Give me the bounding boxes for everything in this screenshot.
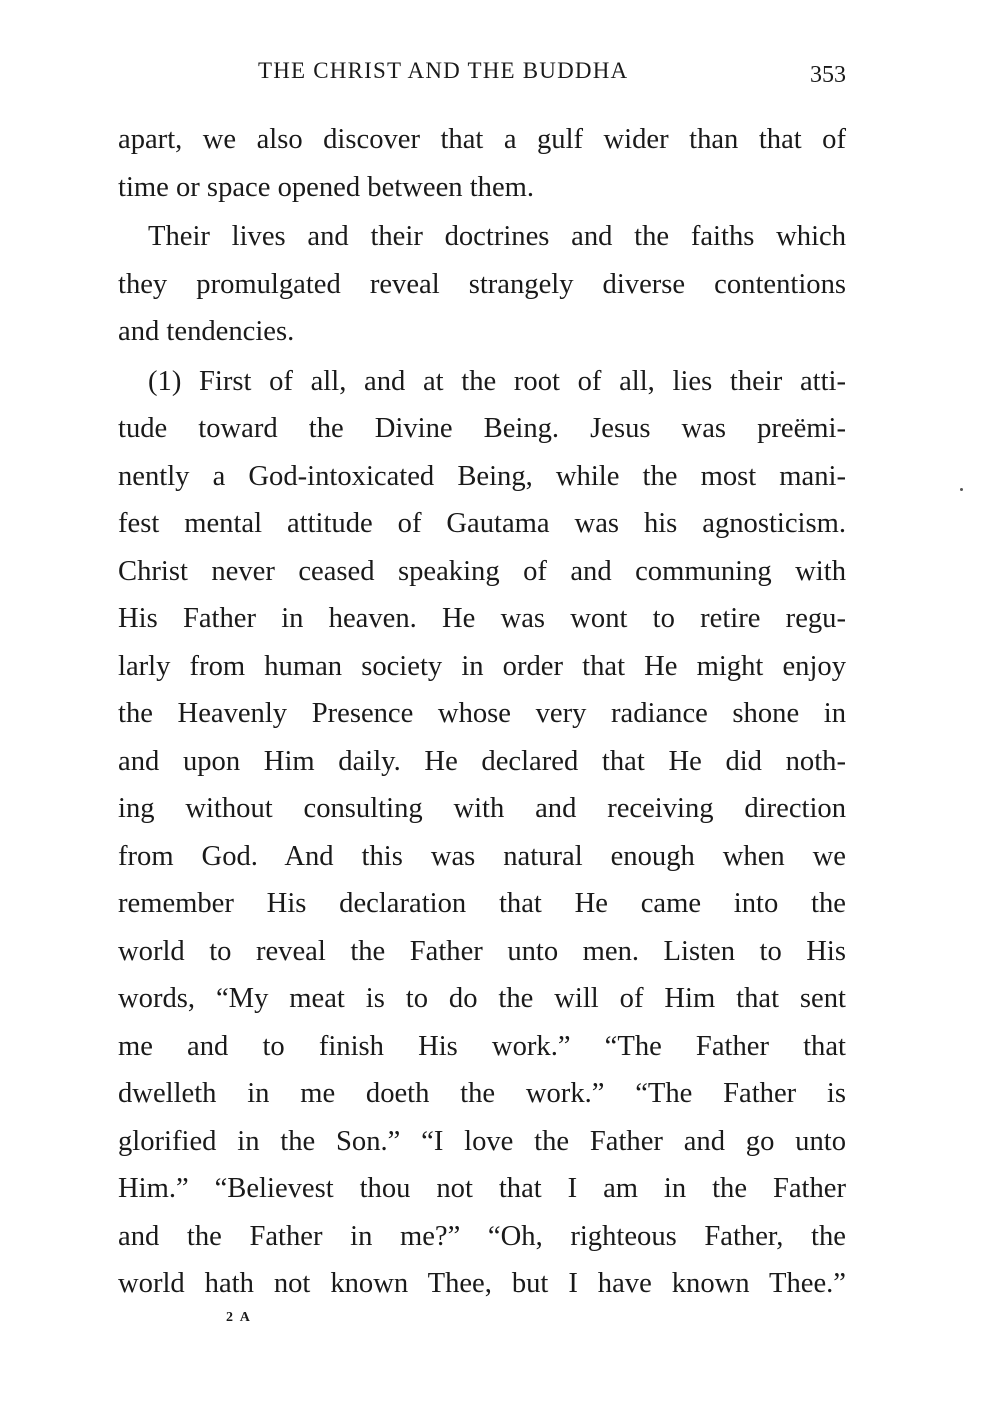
text-line: glorified in the Son.” “I love the Father and go unto bbox=[118, 1125, 846, 1157]
text-line: and upon Him daily. He declared that He did noth- bbox=[118, 745, 846, 777]
text-line: world hath not known Thee, but I have known Thee.” bbox=[118, 1268, 846, 1299]
text-line: Their lives and their doctrines and the faiths which bbox=[148, 221, 846, 252]
text-line: ing without consulting with and receiving direction bbox=[118, 793, 846, 824]
text-line: dwelleth in me doeth the work.” “The Father is bbox=[118, 1078, 846, 1109]
text-line: His Father in heaven. He was wont to retire regu- bbox=[118, 603, 846, 634]
text-line: they promulgated reveal strangely diverse contentions bbox=[118, 268, 846, 300]
scan-speck bbox=[960, 488, 963, 491]
text-line: tude toward the Divine Being. Jesus was preëmi- bbox=[118, 413, 846, 444]
text-line: me and to finish His work.” “The Father that bbox=[118, 1030, 846, 1062]
text-line: words, “My meat is to do the will of Him that sent bbox=[118, 983, 846, 1014]
running-title: THE CHRIST AND THE BUDDHA bbox=[258, 58, 629, 83]
text-line: remember His declaration that He came into the bbox=[118, 888, 846, 919]
text-line: and tendencies. bbox=[118, 316, 295, 347]
text-line: the Heavenly Presence whose very radiance shone in bbox=[118, 698, 846, 729]
text-line: (1) First of all, and at the root of all, lies their atti- bbox=[148, 365, 846, 397]
text-line: Christ never ceased speaking of and communing with bbox=[118, 555, 846, 587]
body-text bbox=[118, 116, 846, 1308]
text-line: larly from human society in order that He might enjoy bbox=[118, 650, 846, 682]
text-line: fest mental attitude of Gautama was his agnosticism. bbox=[118, 508, 846, 539]
signature-mark: 2 A bbox=[226, 1310, 252, 1325]
text-line: world to reveal the Father unto men. Listen to His bbox=[118, 935, 846, 967]
text-line: time or space opened between them. bbox=[118, 171, 535, 203]
running-head bbox=[118, 58, 846, 92]
text-line: from God. And this was natural enough when we bbox=[118, 840, 846, 872]
text-line: apart, we also discover that a gulf wider than that of bbox=[118, 124, 846, 155]
text-line: and the Father in me?” “Oh, righteous Father, the bbox=[118, 1220, 846, 1252]
page-number: 353 bbox=[810, 62, 846, 88]
text-line: Him.” “Believest thou not that I am in the Father bbox=[118, 1173, 846, 1204]
text-line: nently a God-intoxicated Being, while the most mani- bbox=[118, 460, 846, 492]
